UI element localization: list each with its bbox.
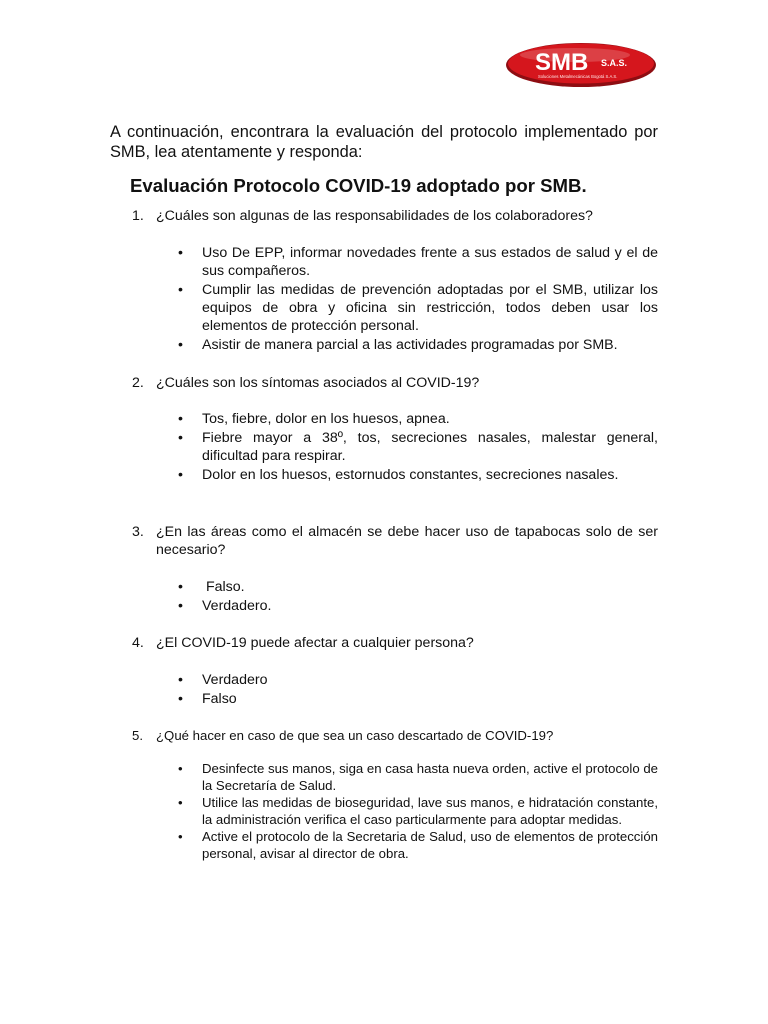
option[interactable]: • Utilice las medidas de bioseguridad, lave sus manos, e hidratación constante, la administración verifica el caso particularmente para adoptar medidas. bbox=[156, 795, 658, 828]
logo-brand: SMB bbox=[535, 49, 589, 76]
document-title: Evaluación Protocolo COVID-19 adoptado por SMB. bbox=[130, 175, 587, 196]
option[interactable]: • Asistir de manera parcial a las actividades programadas por SMB. bbox=[156, 336, 658, 354]
question-number: 3. bbox=[132, 524, 144, 540]
logo-suffix: S.A.S. bbox=[601, 58, 628, 68]
intro-paragraph: A continuación, encontrara la evaluación del protocolo implementado por SMB, lea atentamente y responda: bbox=[110, 123, 658, 161]
question-5-options bbox=[156, 761, 658, 863]
question-4-options bbox=[156, 671, 658, 709]
option[interactable]: • Tos, fiebre, dolor en los huesos, apnea. bbox=[156, 410, 658, 428]
question-2 bbox=[110, 374, 658, 392]
question-1-options bbox=[156, 244, 658, 355]
question-3-options bbox=[156, 578, 658, 616]
option[interactable]: • Desinfecte sus manos, siga en casa hasta nueva orden, active el protocolo de la Secretaría de Salud. bbox=[156, 761, 658, 794]
question-text: ¿Cuáles son los síntomas asociados al COVID-19? bbox=[156, 375, 480, 391]
logo-tagline: Soluciones Metalmecánicas Bogotá S.A.S. bbox=[538, 74, 618, 79]
smb-logo bbox=[505, 41, 658, 89]
option[interactable]: • Falso. bbox=[156, 578, 658, 596]
question-text: ¿El COVID-19 puede afectar a cualquier persona? bbox=[156, 635, 474, 651]
option[interactable]: • Verdadero. bbox=[156, 597, 658, 615]
option[interactable]: • Active el protocolo de la Secretaria de Salud, uso de elementos de protección personal, avisar al director de obra. bbox=[156, 829, 658, 862]
option[interactable]: • Fiebre mayor a 38º, tos, secreciones nasales, malestar general, dificultad para respirar. bbox=[156, 429, 658, 465]
question-5 bbox=[110, 727, 658, 745]
question-text: ¿Cuáles son algunas de las responsabilidades de los colaboradores? bbox=[156, 208, 593, 224]
question-2-options bbox=[156, 410, 658, 485]
question-number: 2. bbox=[132, 375, 144, 391]
option[interactable]: • Dolor en los huesos, estornudos constantes, secreciones nasales. bbox=[156, 466, 658, 484]
question-4 bbox=[110, 634, 658, 652]
option[interactable]: • Cumplir las medidas de prevención adoptadas por el SMB, utilizar los equipos de obra y oficina sin restricción, todos deben usar los elementos de protección personal. bbox=[156, 281, 658, 335]
option[interactable]: • Uso De EPP, informar novedades frente a sus estados de salud y el de sus compañeros. bbox=[156, 244, 658, 280]
option[interactable]: • Falso bbox=[156, 690, 658, 708]
question-number: 1. bbox=[132, 208, 144, 224]
question-1 bbox=[110, 207, 658, 225]
question-text: ¿En las áreas como el almacén se debe hacer uso de tapabocas solo de ser necesario? bbox=[156, 524, 658, 558]
question-number: 5. bbox=[132, 728, 143, 743]
question-text: ¿Qué hacer en caso de que sea un caso descartado de COVID-19? bbox=[156, 728, 554, 743]
question-number: 4. bbox=[132, 635, 144, 651]
smb-logo-graphic bbox=[505, 41, 658, 89]
question-3 bbox=[110, 523, 658, 559]
option[interactable]: • Verdadero bbox=[156, 671, 658, 689]
